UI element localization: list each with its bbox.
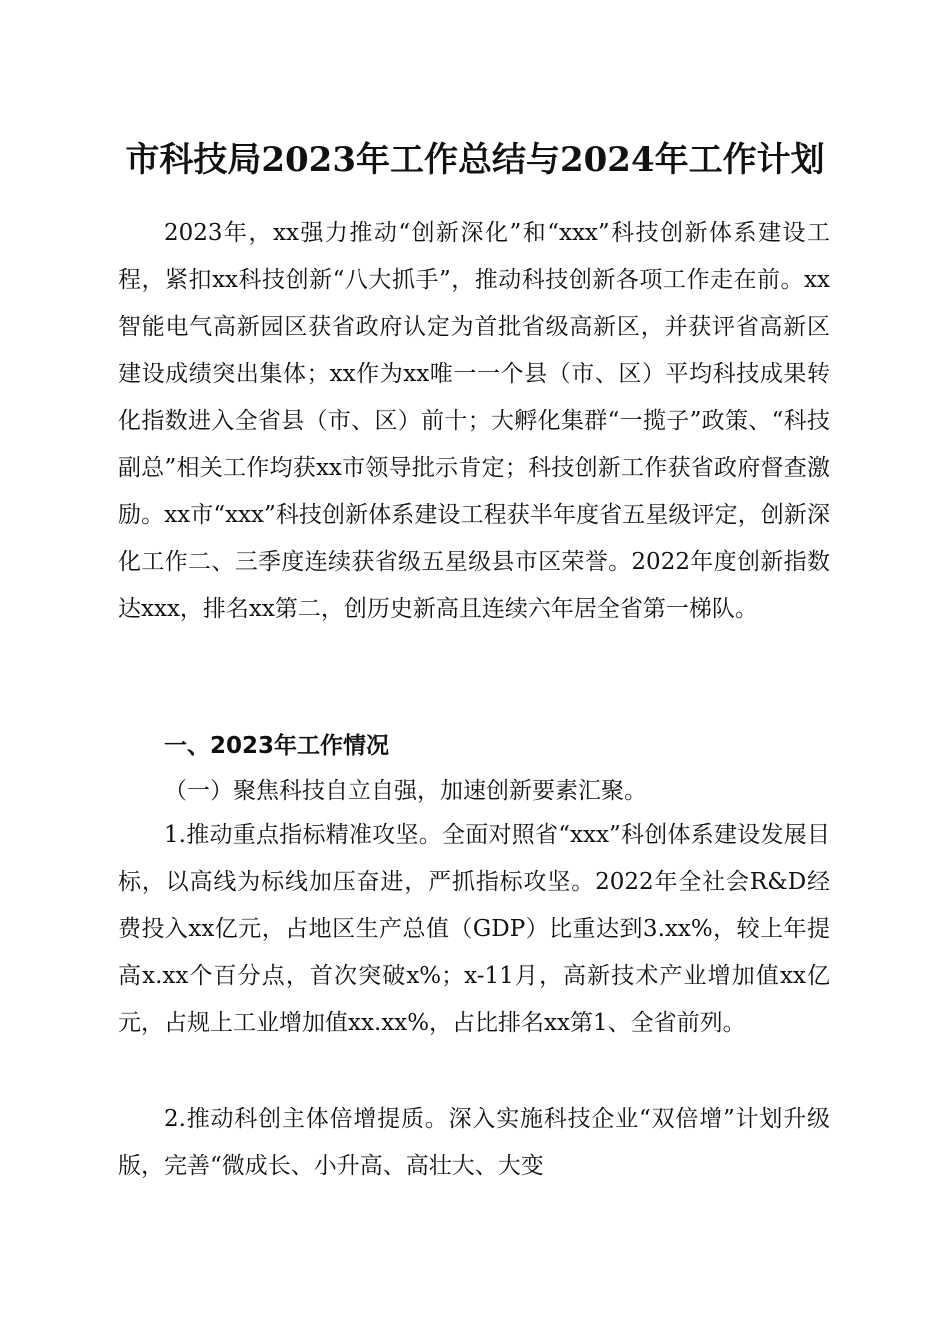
- document-title: 市科技局2023年工作总结与2024年工作计划: [125, 140, 825, 180]
- subsection-heading-tech-self-reliance: （一）聚焦科技自立自强，加速创新要素汇聚。: [164, 778, 647, 804]
- paragraph-item-1: 1.推动重点指标精准攻坚。全面对照省“xxx”科创体系建设发展目标，以高线为标线加压奋进，严抓指标攻坚。2022年全社会R&D经费投入xx亿元，占地区生产总值（GDP）比重达到3.xx%，较上年提高x.xx个百分点，首次突破x%；x-11月，高新技术产业增加值xx亿元，占规上工业增加值xx.xx%，占比排名xx第1、全省前列。: [118, 822, 830, 1036]
- paragraph-item-2: 2.推动科创主体倍增提质。深入实施科技企业“双倍增”计划升级版，完善“微成长、小升高、高壮大、大变: [118, 1106, 830, 1179]
- section-heading-2023-work: 一、2023年工作情况: [164, 733, 390, 759]
- intro-paragraph: 2023年，xx强力推动“创新深化”和“xxx”科技创新体系建设工程，紧扣xx科技创新“八大抓手”，推动科技创新各项工作走在前。xx智能电气高新园区获省政府认定为首批省级高新区，并获评省高新区建设成绩突出集体；xx作为xx唯一一个县（市、区）平均科技成果转化指数进入全省县（市、区）前十；大孵化集群“一揽子”政策、“科技副总”相关工作均获xx市领导批示肯定；科技创新工作获省政府督查激励。xx市“xxx”科技创新体系建设工程获半年度省五星级评定，创新深化工作二、三季度连续获省级五星级县市区荣誉。2022年度创新指数达xxx，排名xx第二，创历史新高且连续六年居全省第一梯队。: [118, 220, 830, 622]
